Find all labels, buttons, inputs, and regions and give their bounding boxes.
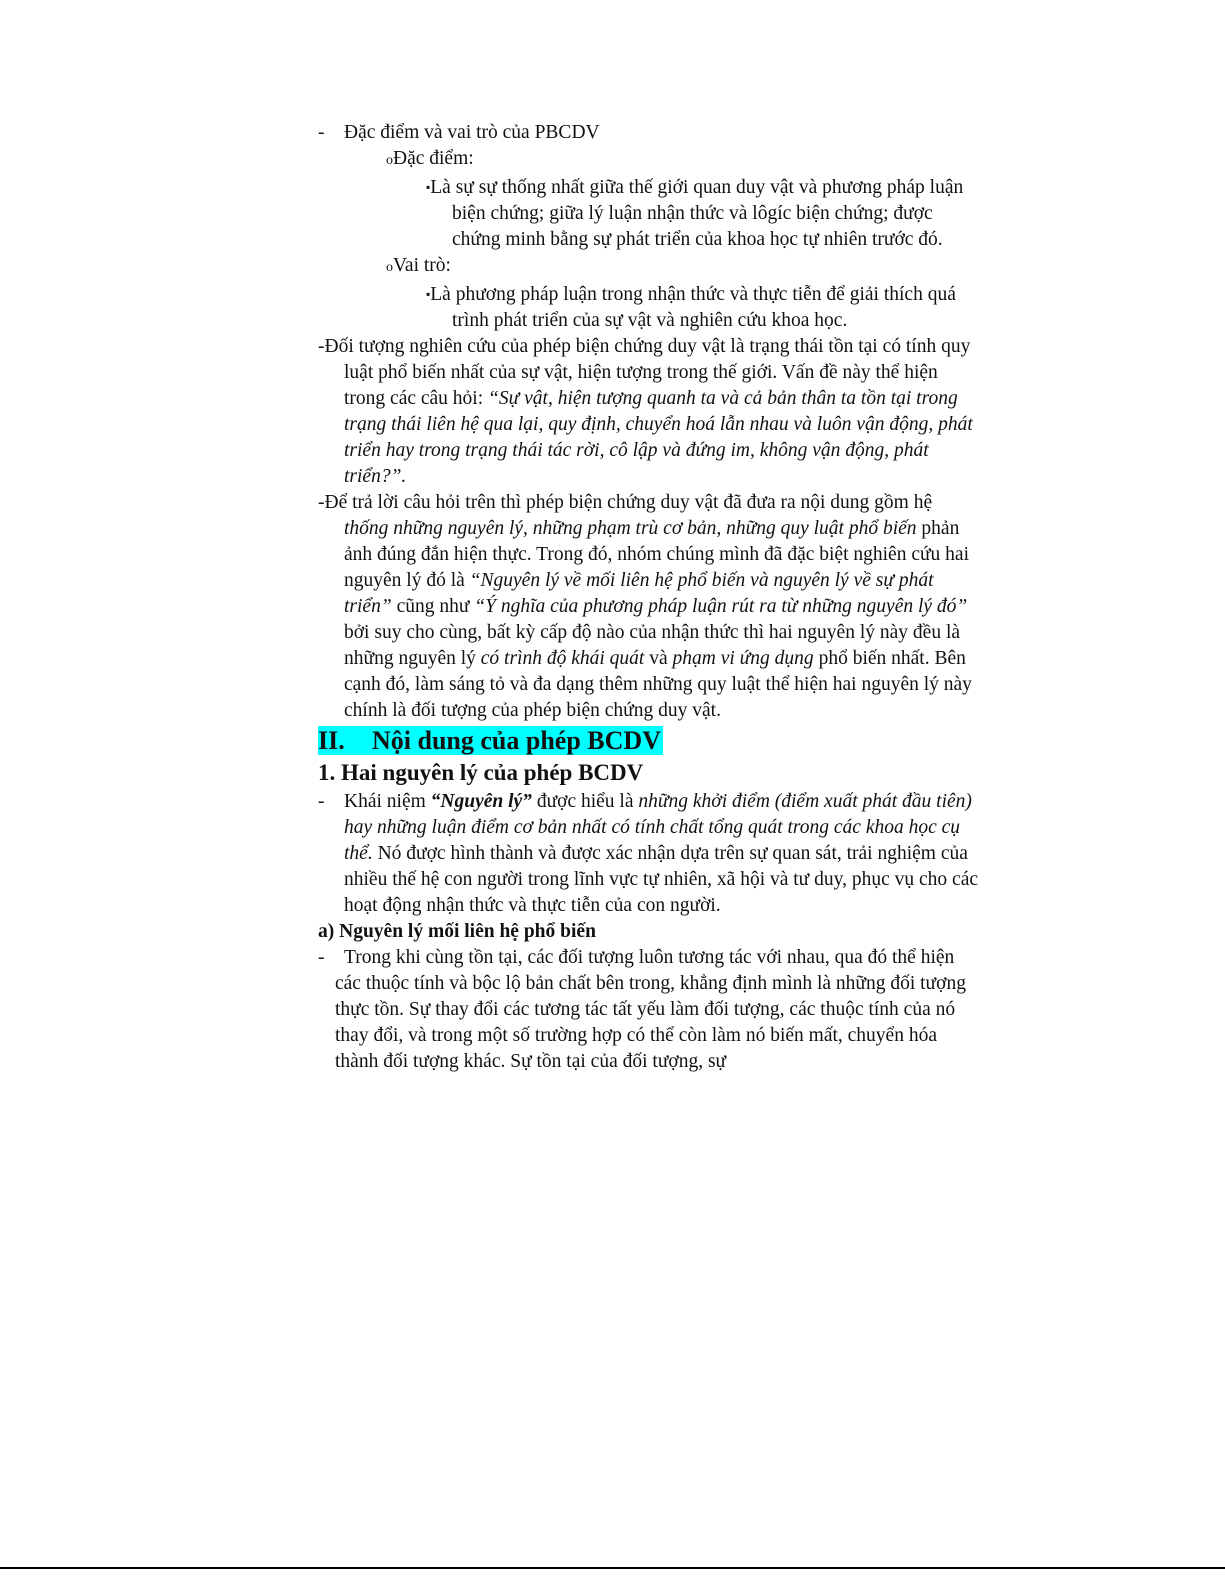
section-number: II. — [318, 726, 345, 755]
section-title: Nội dung của phép BCDV — [372, 726, 661, 755]
concept-text-2: được hiểu là — [531, 791, 639, 812]
object-lead-text: Đối tượng nghiên cứu của phép biện chứng duy vật là trạng thái tồn tại có tính quy luật phổ biến nhất của sự vật, hiện tượng trong thế giới. Vấn đề này thể hiện trong các câu hỏi: — [324, 336, 971, 409]
answer-text-5: và — [644, 648, 673, 669]
answer-text-6: phổ biến nhất. Bên cạnh đó, làm sáng tỏ và đa dạng thêm những quy luật thể hiện hai nguyên lý này chính là đối tượng của phép biện chứng duy vật. — [344, 648, 972, 721]
interaction-paragraph — [318, 945, 978, 1075]
document-body — [318, 120, 978, 1075]
square-marker: ▪ — [426, 287, 431, 301]
dash-marker: - — [318, 492, 325, 513]
answer-italic-4: có trình độ khái quát — [480, 648, 645, 669]
answer-italic-3: “Ý nghĩa của phương pháp luận rút ra từ những nguyên lý đó” — [474, 596, 968, 617]
square-bullet-role — [318, 281, 978, 334]
answer-italic-2: “Nguyên lý về mối liên hệ phổ biến và nguyên lý về sự phát triển” — [344, 570, 934, 617]
concept-text-3: Nó được hình thành và được xác nhận dựa trên sự quan sát, trải nghiệm của nhiều thế hệ con người trong lĩnh vực tự nhiên, xã hội và tư duy, phục vụ cho các hoạt động nhận thức và thực tiễn của con người. — [344, 843, 979, 916]
concept-text-1: Khái niệm — [344, 791, 431, 812]
section-heading-ii — [318, 725, 978, 757]
dash-marker: - — [318, 122, 325, 143]
subsection-heading-1: 1. Hai nguyên lý của phép BCDV — [318, 760, 644, 785]
answer-italic-1: thống những nguyên lý, những phạm trù cơ bản, những quy luật phổ biến — [344, 518, 917, 539]
bullet-title: Đặc điểm và vai trò của PBCDV — [344, 122, 600, 143]
heading-highlight — [318, 726, 663, 755]
dash-marker: - — [318, 336, 325, 357]
role-text: Là phương pháp luận trong nhận thức và thực tiễn để giải thích quá trình phát triển của sự vật và nghiên cứu khoa học. — [430, 284, 956, 331]
concept-paragraph — [318, 789, 978, 919]
features-label: Đặc điểm: — [393, 148, 474, 169]
interaction-text: Trong khi cùng tồn tại, các đối tượng luôn tương tác với nhau, qua đó thể hiện các thuộc tính và bộc lộ bản chất bên trong, khẳng định mình là những đối tượng thực tồn. Sự thay đổi các tương tác tất yếu làm đối tượng, các thuộc tính của nó thay đổi, và trong một số trường hợp có thể còn làm nó biến mất, chuyển hóa thành đối tượng khác. Sự tồn tại của đối tượng, sự — [335, 947, 966, 1072]
square-bullet-features — [318, 174, 978, 253]
features-text: Là sự sự thống nhất giữa thế giới quan duy vật và phương pháp luận biện chứng; giữa lý luận nhận thức và lôgíc biện chứng; được chứng minh bằng sự phát triển của khoa học tự nhiên trước đó. — [430, 177, 964, 250]
concept-term: “Nguyên lý” — [430, 791, 532, 812]
subsection-heading-a: a) Nguyên lý mối liên hệ phổ biến — [318, 921, 596, 942]
square-marker: ▪ — [426, 180, 431, 194]
dash-marker: - — [318, 947, 325, 968]
answer-italic-5: phạm vi ứng dụng — [672, 648, 814, 669]
circle-marker: o — [386, 260, 393, 275]
bullet-features-roles — [318, 120, 978, 146]
answer-paragraph — [318, 490, 978, 724]
object-question-quote: “Sự vật, hiện tượng quanh ta và cả bản thân ta tồn tại trong trạng thái liên hệ qua lại, quy định, chuyển hoá lẫn nhau và luôn vận động, phát triển hay trong trạng thái tác rời, cô lập và đứng im, không vận động, phát triển?”. — [344, 388, 973, 487]
concept-definition: những khởi điểm (điểm xuất phát đầu tiên) hay những luận điểm cơ bản nhất có tính chất tổng quát trong các khoa học cụ thể. — [344, 791, 972, 864]
answer-text-2: phản ảnh đúng đắn hiện thực. Trong đó, nhóm chúng mình đã đặc biệt nghiên cứu hai nguyên lý đó là — [344, 518, 969, 591]
dash-marker: - — [318, 791, 325, 812]
circle-marker: o — [386, 153, 393, 168]
object-paragraph — [318, 334, 978, 490]
page-bottom-border — [0, 1567, 1225, 1587]
sub-bullet-role — [318, 253, 978, 281]
answer-text-1: Để trả lời câu hỏi trên thì phép biện chứng duy vật đã đưa ra nội dung gồm hệ — [324, 492, 933, 513]
answer-text-4: bởi suy cho cùng, bất kỳ cấp độ nào của nhận thức thì hai nguyên lý này đều là những nguyên lý — [344, 622, 961, 669]
sub-bullet-features — [318, 146, 978, 174]
answer-text-3: cũng như — [391, 596, 475, 617]
role-label: Vai trò: — [393, 255, 451, 276]
